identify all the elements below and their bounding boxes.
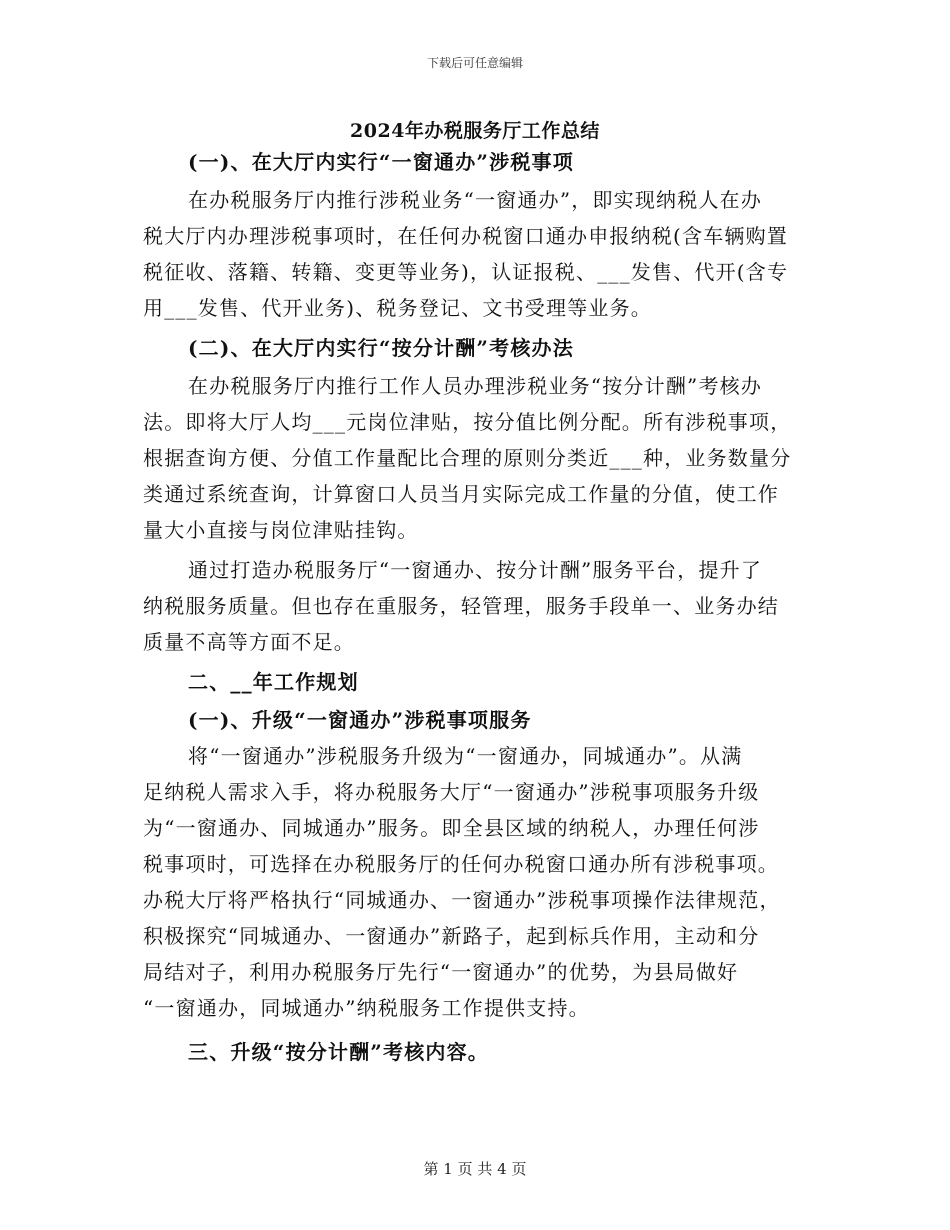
page-footer: 第 1 页 共 4 页 (423, 1160, 527, 1178)
paragraph-line: 用___发售、代开业务)、税务登记、文书受理等业务。 (143, 296, 653, 320)
paragraph-line: 积极探究“同城通办、一窗通办”新路子，起到标兵作用，主动和分 (143, 924, 760, 948)
paragraph-line: “一窗通办，同城通办”纳税服务工作提供支持。 (143, 996, 590, 1020)
paragraph-line: 类通过系统查询，计算窗口人员当月实际完成工作量的分值，使工作 (143, 482, 779, 506)
section-heading: 三、升级“按分计酬”考核内容。 (188, 1040, 490, 1064)
paragraph-line: 为“一窗通办、同城通办”服务。即全县区域的纳税人，办理任何涉 (143, 816, 760, 840)
section-heading: (一)、升级“一窗通办”涉税事项服务 (188, 708, 532, 732)
paragraph-line: 质量不高等方面不足。 (143, 630, 355, 654)
paragraph-line: 局结对子，利用办税服务厅先行“一窗通办”的优势，为县局做好 (143, 960, 739, 984)
paragraph-line: 通过打造办税服务厅“一窗通办、按分计酬”服务平台，提升了 (188, 558, 763, 582)
paragraph-line: 将“一窗通办”涉税服务升级为“一窗通办，同城通办”。从满 (188, 744, 743, 768)
document-title: 2024年办税服务厅工作总结 (350, 120, 600, 142)
section-heading: (一)、在大厅内实行“一窗通办”涉税事项 (188, 150, 574, 174)
paragraph-line: 在办税服务厅内推行涉税业务“一窗通办”，即实现纳税人在办 (188, 188, 763, 212)
paragraph-line: 税事项时，可选择在办税服务厅的任何办税窗口通办所有涉税事项。 (143, 852, 779, 876)
section-heading: (二)、在大厅内实行“按分计酬”考核办法 (188, 336, 574, 360)
paragraph-line: 足纳税人需求入手，将办税服务大厅“一窗通办”涉税事项服务升级 (143, 780, 760, 804)
paragraph-line: 量大小直接与岗位津贴挂钩。 (143, 518, 419, 542)
paragraph-line: 根据查询方便、分值工作量配比合理的原则分类近___种，业务数量分 (143, 446, 792, 470)
paragraph-line: 办税大厅将严格执行“同城通办、一窗通办”涉税事项操作法律规范， (143, 888, 781, 912)
paragraph-line: 税大厅内办理涉税事项时，在任何办税窗口通办申报纳税(含车辆购置 (143, 224, 789, 248)
header-note: 下载后可任意编辑 (426, 56, 523, 70)
paragraph-line: 在办税服务厅内推行工作人员办理涉税业务“按分计酬”考核办 (188, 374, 763, 398)
paragraph-line: 法。即将大厅人均___元岗位津贴，按分值比例分配。所有涉税事项， (143, 410, 792, 434)
section-heading: 二、__年工作规划 (188, 670, 359, 694)
paragraph-line: 纳税服务质量。但也存在重服务，轻管理，服务手段单一、业务办结 (143, 594, 779, 618)
paragraph-line: 税征收、落籍、转籍、变更等业务)，认证报税、___发售、代开(含专 (143, 260, 789, 284)
